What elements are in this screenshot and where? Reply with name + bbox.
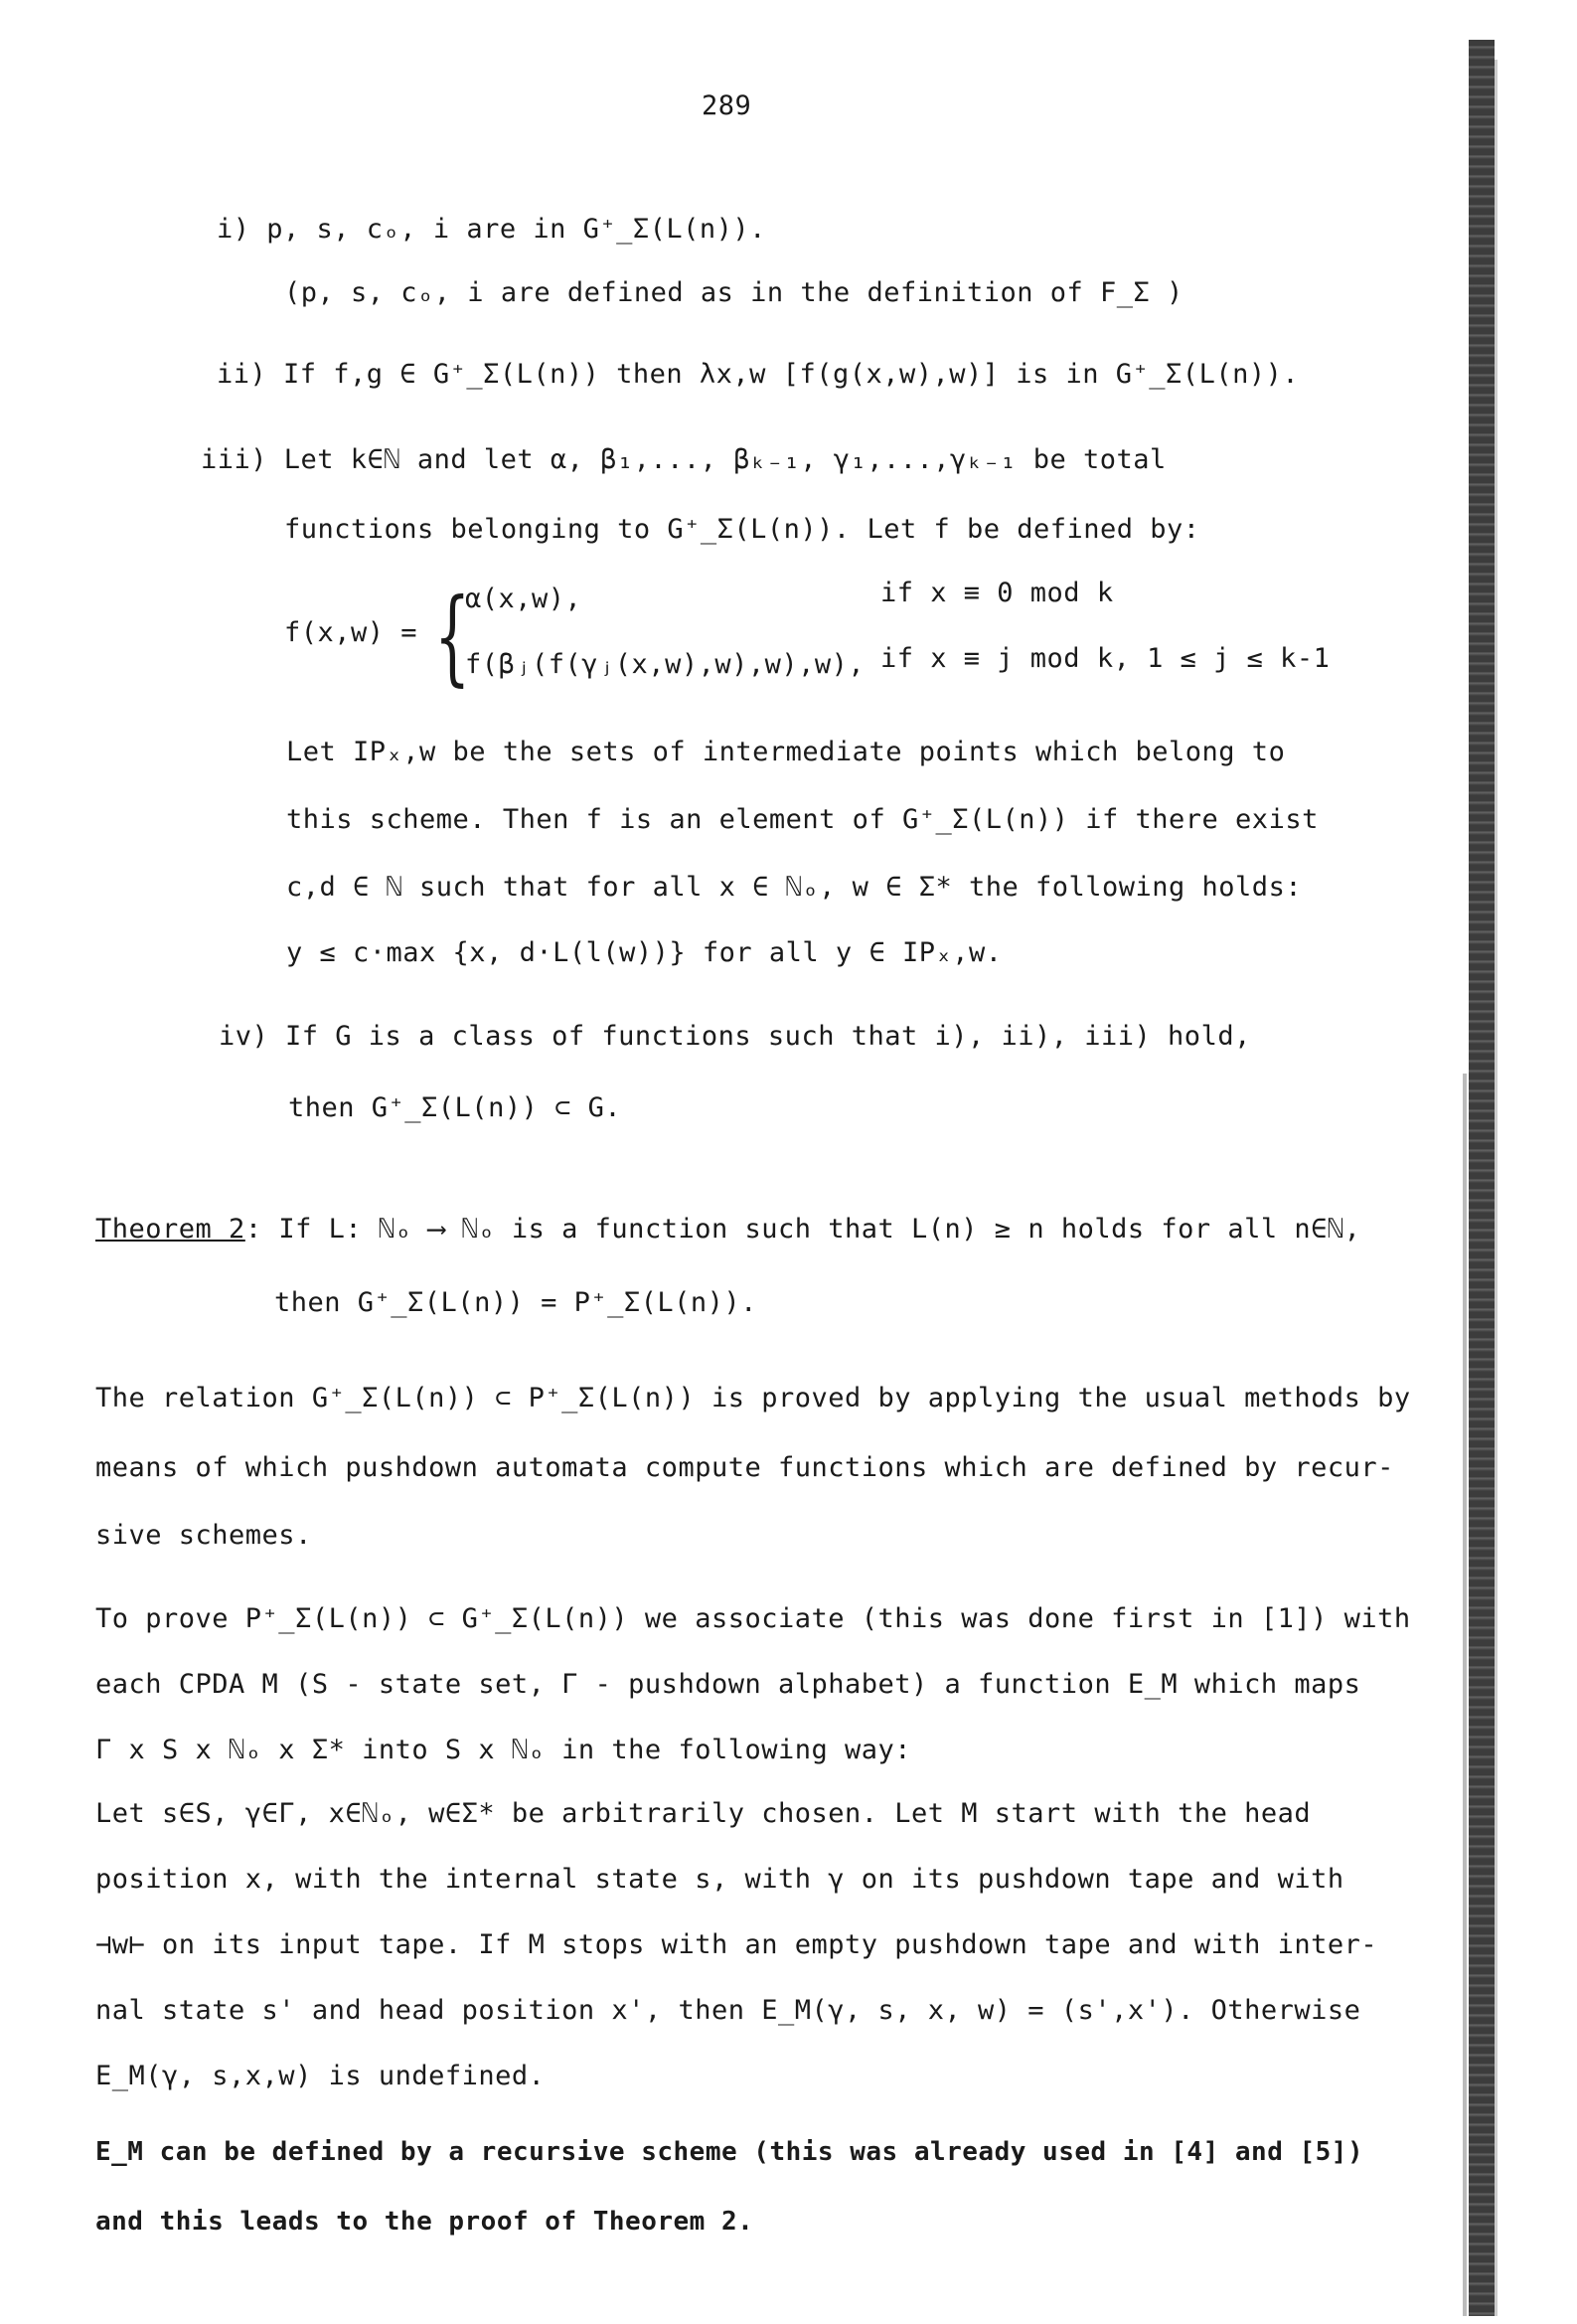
theorem-line1	[95, 1213, 1360, 1246]
item-i-line1: i) p, s, cₒ, i are in G⁺_Σ(L(n)).	[217, 214, 766, 245]
para1-line3: sive schemes.	[95, 1520, 312, 1551]
item-iii-line5: c,d ∈ ℕ such that for all x ∈ ℕₒ, w ∈ Σ* the following holds:	[286, 872, 1303, 903]
formula-case1-expr: α(x,w),	[465, 583, 582, 614]
para1-line1: The relation G⁺_Σ(L(n)) ⊂ P⁺_Σ(L(n)) is proved by applying the usual methods by	[95, 1383, 1411, 1413]
para3-line1: E_M can be defined by a recursive scheme (this was already used in [4] and [5])	[95, 2137, 1364, 2167]
para3-line2: and this leads to the proof of Theorem 2.	[95, 2207, 754, 2237]
item-ii-line1: ii) If f,g ∈ G⁺_Σ(L(n)) then λx,w [f(g(x,w),w)] is in G⁺_Σ(L(n)).	[217, 359, 1300, 390]
item-iii-line1: iii) Let k∈ℕ and let α, β₁,..., βₖ₋₁, γ₁,...,γₖ₋₁ be total	[201, 444, 1167, 475]
scan-binding-edge	[1469, 40, 1495, 2316]
theorem-label: Theorem 2	[95, 1214, 245, 1245]
item-iv-line2: then G⁺_Σ(L(n)) ⊂ G.	[288, 1092, 622, 1123]
item-iii-line3: Let IPₓ,w be the sets of intermediate points which belong to	[286, 737, 1286, 767]
para2-line6: ⊣w⊢ on its input tape. If M stops with an empty pushdown tape and with inter-	[95, 1929, 1378, 1960]
para2-line1: To prove P⁺_Σ(L(n)) ⊂ G⁺_Σ(L(n)) we associate (this was done first in [1]) with	[95, 1603, 1411, 1634]
para2-line4: Let s∈S, γ∈Γ, x∈ℕₒ, w∈Σ* be arbitrarily chosen. Let M start with the head	[95, 1798, 1312, 1829]
item-iii-line4: this scheme. Then f is an element of G⁺_Σ(L(n)) if there exist	[286, 804, 1319, 835]
para2-line3: Γ x S x ℕₒ x Σ* into S x ℕₒ in the following way:	[95, 1735, 912, 1765]
item-i-line2: (p, s, cₒ, i are defined as in the definition of F_Σ )	[284, 277, 1183, 308]
para2-line2: each CPDA M (S - state set, Γ - pushdown alphabet) a function E_M which maps	[95, 1669, 1361, 1700]
item-iv-line1: iv) If G is a class of functions such that i), ii), iii) hold,	[219, 1021, 1251, 1052]
para2-line8: E_M(γ, s,x,w) is undefined.	[95, 2061, 546, 2091]
formula-case1-cond: if x ≡ 0 mod k	[880, 578, 1114, 608]
scan-binding-edge-shadow	[1463, 1074, 1467, 2316]
formula-lhs: f(x,w) =	[284, 617, 418, 648]
para1-line2: means of which pushdown automata compute functions which are defined by recur-	[95, 1452, 1394, 1483]
scan-binding-edge-highlight	[1495, 60, 1498, 2316]
case-brace: {	[434, 576, 471, 697]
theorem-statement: : If L: ℕₒ ⟶ ℕₒ is a function such that L(n) ≥ n holds for all n∈ℕ,	[244, 1214, 1361, 1245]
theorem-line2: then G⁺_Σ(L(n)) = P⁺_Σ(L(n)).	[274, 1287, 757, 1318]
para2-line7: nal state s' and head position x', then E_M(γ, s, x, w) = (s',x'). Otherwise	[95, 1995, 1361, 2026]
page-number: 289	[702, 90, 752, 121]
formula-case2-cond: if x ≡ j mod k, 1 ≤ j ≤ k-1	[880, 643, 1331, 674]
para2-line5: position x, with the internal state s, with γ on its pushdown tape and with	[95, 1864, 1344, 1895]
formula-case2-expr: f(βⱼ(f(γⱼ(x,w),w),w),w),	[465, 649, 866, 680]
item-iii-line2: functions belonging to G⁺_Σ(L(n)). Let f be defined by:	[284, 514, 1200, 545]
item-iii-line6: y ≤ c·max {x, d·L(l(w))} for all y ∈ IPₓ,w.	[286, 937, 1003, 968]
